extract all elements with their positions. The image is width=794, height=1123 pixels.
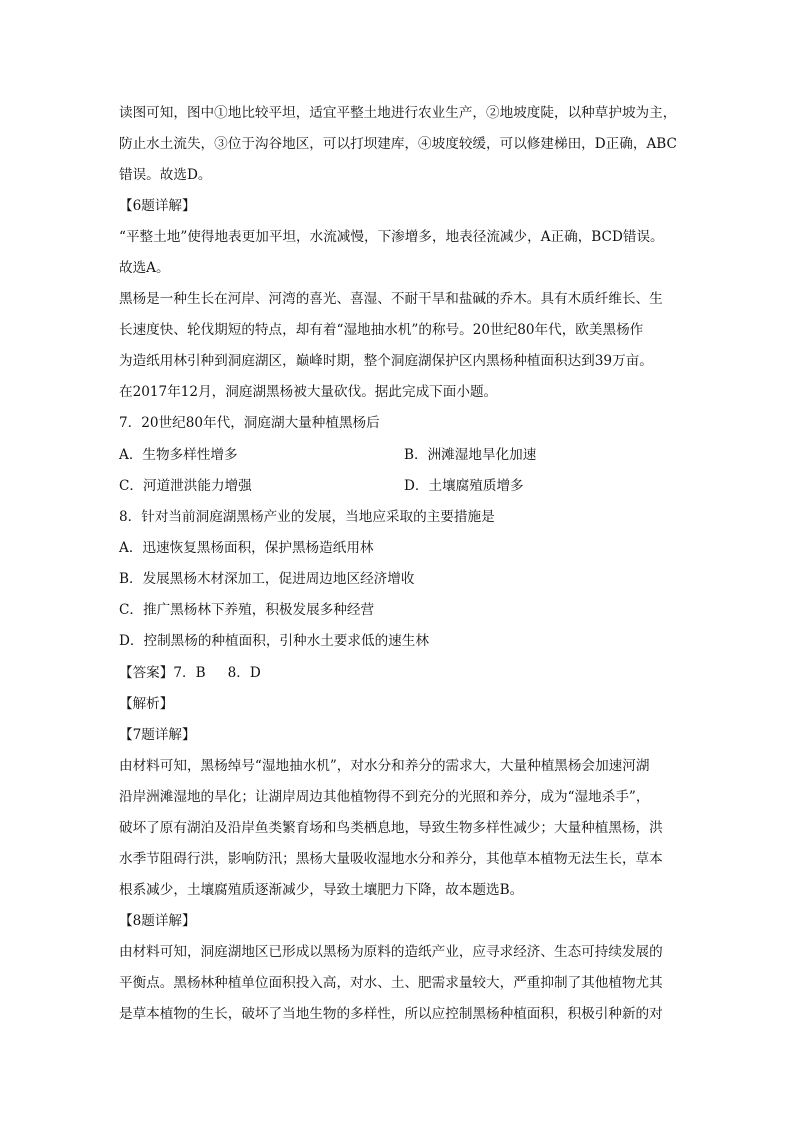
material-line: 为造纸用林引种到洞庭湖区，巅峰时期，整个洞庭湖保护区内黑杨种植面积达到39万亩。 [119,353,653,369]
analysis-line: 读图可知，图中①地比较平坦，适宜平整土地进行农业生产，②地坡度陡，以种草护坡为主， [119,105,677,121]
q8-option-c: C．推广黑杨林下养殖，积极发展多种经营 [119,602,375,618]
material-line: 长速度快、轮伐期短的特点，却有着“湿地抽水机”的称号。20世纪80年代，欧美黑杨作 [119,322,644,338]
q8-option-b: B．发展黑杨木材深加工，促进周边地区经济增收 [119,571,415,587]
q7-detail-line: 破坏了原有湖泊及沿岸鱼类繁育场和鸟类栖息地，导致生物多样性减少；大量种植黑杨，洪 [119,820,663,836]
material-line: 在2017年12月，洞庭湖黑杨被大量砍伐。据此完成下面小题。 [119,384,498,400]
q7-option-b: B．洲滩湿地旱化加速 [404,447,537,463]
material-line: 黑杨是一种生长在河岸、河湾的喜光、喜湿、不耐干旱和盐碱的乔木。具有木质纤维长、生 [119,291,663,307]
answer-7: 7．B [173,665,206,681]
q8-stem: 8．针对当前洞庭湖黑杨产业的发展，当地应采取的主要措施是 [119,509,495,525]
q7-detail-heading: 【7题详解】 [119,727,196,743]
q6-detail-line: 故选A。 [119,260,170,276]
q6-detail-line: “平整土地”使得地表更加平坦，水流减慢，下渗增多，地表径流减少，A正确，BCD错误。 [119,229,664,245]
q7-option-a: A．生物多样性增多 [119,447,238,463]
q7-option-c: C．河道泄洪能力增强 [119,478,252,494]
q7-detail-line: 由材料可知，黑杨绰号“湿地抽水机”，对水分和养分的需求大，大量种植黑杨会加速河湖 [119,758,650,774]
q7-detail-line: 水季节阻碍行洪，影响防汛；黑杨大量吸收湿地水分和养分，其他草本植物无法生长，草本 [119,851,663,867]
analysis-line: 防止水土流失，③位于沟谷地区，可以打坝建库，④坡度较缓，可以修建梯田，D正确，ABC [119,136,677,152]
q7-detail-line: 根系减少，土壤腐殖质逐渐减少，导致土壤肥力下降，故本题选B。 [119,882,524,898]
q8-option-a: A．迅速恢复黑杨面积，保护黑杨造纸用林 [119,540,374,556]
q8-detail-heading: 【8题详解】 [119,913,196,929]
q8-detail-line: 由材料可知，洞庭湖地区已形成以黑杨为原料的造纸产业，应寻求经济、生态可持续发展的 [119,944,663,960]
q8-detail-line: 平衡点。黑杨林种植单位面积投入高，对水、土、肥需求量较大，严重抑制了其他植物尤其 [119,975,663,991]
q7-detail-line: 沿岸洲滩湿地的旱化；让湖岸周边其他植物得不到充分的光照和养分，成为“湿地杀手”， [119,789,650,805]
analysis-heading: 【解析】 [119,696,174,712]
answer-line [119,664,261,682]
q8-option-d: D．控制黑杨的种植面积，引种水土要求低的速生林 [119,633,429,649]
answer-8: 8．D [227,665,261,681]
analysis-line: 错误。故选D。 [119,167,212,183]
q7-stem: 7．20世纪80年代，洞庭湖大量种植黑杨后 [119,415,380,431]
q7-option-d: D．土壤腐殖质增多 [404,478,524,494]
q8-detail-line: 是草本植物的生长，破坏了当地生物的多样性，所以应控制黑杨种植面积，积极引种新的对 [119,1006,663,1022]
q6-detail-heading: 【6题详解】 [119,198,196,214]
answer-label: 【答案】 [119,665,174,681]
